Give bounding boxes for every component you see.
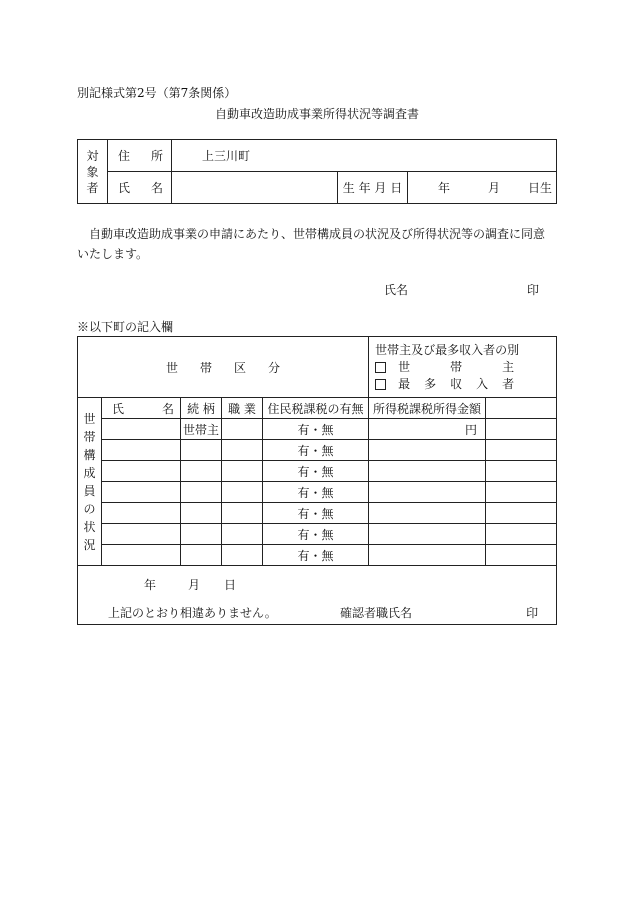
head-or-top-label: 世帯主及び最多収入者の別 (375, 342, 520, 357)
col-relation: 続 柄 (181, 398, 222, 419)
applicant-side-label: 対 象 者 (78, 140, 108, 204)
cell-resident-tax[interactable]: 有・無 (263, 482, 369, 503)
cell-resident-tax[interactable]: 有・無 (263, 524, 369, 545)
col-blank (486, 398, 557, 419)
cell-resident-tax[interactable]: 有・無 (263, 440, 369, 461)
consent-text: 自動車改造助成事業の申請にあたり、世帯構成員の状況及び所得状況等の調査に同意いたします。 (77, 227, 546, 261)
cell-income-tax[interactable]: 円 (369, 419, 486, 440)
cell-relation[interactable] (181, 524, 222, 545)
cell-extra[interactable] (486, 482, 557, 503)
cell-name[interactable] (102, 545, 181, 566)
name-label: 氏 名 (108, 172, 172, 204)
cell-income-tax[interactable] (369, 545, 486, 566)
cell-relation[interactable] (181, 461, 222, 482)
confirmation-date[interactable]: 年 月 日 (144, 578, 237, 592)
cell-extra[interactable] (486, 524, 557, 545)
cell-relation[interactable] (181, 545, 222, 566)
option-top-earner[interactable]: 最 多 収 入 者 (375, 376, 548, 393)
cell-extra[interactable] (486, 503, 557, 524)
cell-extra[interactable] (486, 461, 557, 482)
applicant-table (77, 139, 557, 204)
cell-extra[interactable] (486, 419, 557, 440)
cell-occupation[interactable] (222, 419, 263, 440)
col-income-tax: 所得税課税所得金額 (369, 398, 486, 419)
signature-label: 氏名 (384, 283, 409, 297)
cell-relation[interactable]: 世帯主 (181, 419, 222, 440)
checkbox-household-head[interactable] (375, 362, 386, 373)
signature-seal: 印 (527, 283, 540, 297)
day-mark: 日生 (528, 181, 553, 195)
birth-label: 生 年 月 日 (338, 172, 408, 204)
confirmation-section (78, 566, 557, 625)
table-row (78, 482, 557, 503)
checkbox-top-earner[interactable] (375, 379, 386, 390)
cell-occupation[interactable] (222, 524, 263, 545)
cell-name[interactable] (102, 440, 181, 461)
cell-resident-tax[interactable]: 有・無 (263, 503, 369, 524)
cell-income-tax[interactable] (369, 482, 486, 503)
cell-occupation[interactable] (222, 482, 263, 503)
address-label: 住 所 (108, 140, 172, 172)
household-category-label: 世 帯 区 分 (78, 337, 369, 398)
table-row (78, 503, 557, 524)
table-row (78, 419, 557, 440)
household-table (77, 336, 557, 625)
cell-extra[interactable] (486, 440, 557, 461)
cell-relation[interactable] (181, 440, 222, 461)
birth-field[interactable] (408, 172, 557, 204)
cell-resident-tax[interactable]: 有・無 (263, 419, 369, 440)
cell-occupation[interactable] (222, 461, 263, 482)
col-occupation: 職 業 (222, 398, 263, 419)
officer-seal: 印 (526, 606, 539, 620)
table-row (78, 545, 557, 566)
cell-name[interactable] (102, 482, 181, 503)
cell-relation[interactable] (181, 503, 222, 524)
address-value: 上三川町 (202, 149, 251, 163)
cell-resident-tax[interactable]: 有・無 (263, 461, 369, 482)
cell-name[interactable] (102, 503, 181, 524)
confirmation-text: 上記のとおり相違ありません。 (108, 606, 277, 620)
table-row (78, 524, 557, 545)
address-field[interactable] (172, 140, 557, 172)
cell-income-tax[interactable] (369, 503, 486, 524)
cell-income-tax[interactable] (369, 524, 486, 545)
document-title: 自動車改造助成事業所得状況等調査書 (214, 107, 419, 121)
form-number: 別記様式第2号（第7条関係） (77, 86, 237, 100)
cell-occupation[interactable] (222, 503, 263, 524)
option-household-head[interactable]: 世 帯 主 (375, 359, 548, 376)
cell-name[interactable] (102, 524, 181, 545)
cell-income-tax[interactable] (369, 461, 486, 482)
table-row (78, 461, 557, 482)
col-name: 氏 名 (102, 398, 181, 419)
cell-name[interactable] (102, 419, 181, 440)
officer-label: 確認者職氏名 (340, 606, 413, 620)
cell-extra[interactable] (486, 545, 557, 566)
household-head-selection (369, 337, 557, 398)
year-mark: 年 (438, 181, 451, 195)
table-row (78, 440, 557, 461)
cell-relation[interactable] (181, 482, 222, 503)
cell-occupation[interactable] (222, 545, 263, 566)
month-mark: 月 (488, 181, 501, 195)
name-field[interactable] (172, 172, 338, 204)
cell-income-tax[interactable] (369, 440, 486, 461)
household-side-label: 世 帯 構 成 員 の 状 況 (78, 398, 102, 566)
cell-occupation[interactable] (222, 440, 263, 461)
col-resident-tax: 住民税課税の有無 (263, 398, 369, 419)
cell-resident-tax[interactable]: 有・無 (263, 545, 369, 566)
cell-name[interactable] (102, 461, 181, 482)
office-note: ※以下町の記入欄 (77, 320, 174, 334)
